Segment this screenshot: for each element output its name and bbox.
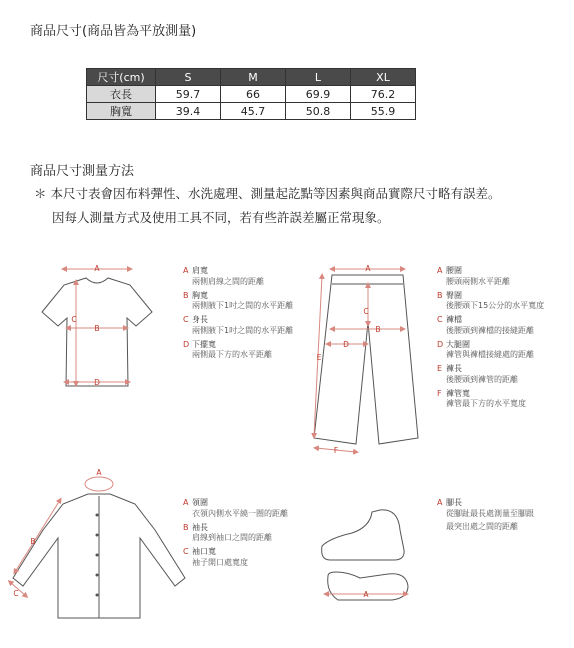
table-header-cell: L	[286, 69, 351, 86]
foot-legend: A 腳長 從腳趾最長處測量至腳跟 最突出處之間的距離	[437, 498, 534, 531]
shirt-legend: A 領圍 衣領內側水平繞一圈的距離 B 袖長 肩線到袖口之間的距離 C 袖口寬 袖子開口處寬度	[183, 498, 288, 567]
tshirt-legend: A 肩寬 兩側肩線之間的距離 B 胸寬 兩側腋下1吋之間的水平距離 C 身長 兩側腋下1吋之間的水平距離 D 下擺寬 兩側最下方的水平距離	[183, 266, 294, 359]
diagram-label: B	[375, 325, 381, 334]
pants-legend: A 腰圍 腰頭兩側水平距離 B 臀圍 後腰頭下15公分的水平寬度 C 褲檔 後腰頭到褲檔的接縫距離 D 大腿圍 褲管與褲檔接縫處的距離 E 褲長 後腰頭到褲管的距離 F 褲管寬 褲管最下方的水平寬度	[437, 266, 545, 408]
diagram-label: A	[94, 264, 100, 273]
table-header-cell: M	[221, 69, 286, 86]
diagram-label: C	[71, 315, 77, 324]
foot-side-outline	[322, 510, 404, 560]
diagram-label: B	[30, 537, 36, 546]
diagram-label: F	[333, 446, 339, 455]
table-header-cell: XL	[351, 69, 416, 86]
diagram-label: D	[94, 378, 100, 387]
table-cell: 45.7	[221, 103, 286, 120]
table-cell: 59.7	[156, 86, 221, 103]
diagram-label: C	[13, 589, 19, 598]
note-line: 因每人測量方式及使用工具不同，若有些許誤差屬正常現象。	[52, 210, 390, 225]
table-header-cell: S	[156, 69, 221, 86]
diagram-label: A	[363, 590, 369, 599]
table-cell: 69.9	[286, 86, 351, 103]
row-label: 衣長	[87, 86, 156, 103]
table-header-cell: 尺寸(cm)	[87, 69, 156, 86]
diagram-label: D	[343, 340, 349, 349]
table-cell: 76.2	[351, 86, 416, 103]
pants-outline	[314, 275, 418, 444]
table-cell: 55.9	[351, 103, 416, 120]
table-cell: 66	[221, 86, 286, 103]
method-title: 商品尺寸測量方法	[30, 164, 135, 179]
row-label: 胸寬	[87, 103, 156, 120]
diagram-label: C	[363, 307, 369, 316]
table-cell: 50.8	[286, 103, 351, 120]
page-title: 商品尺寸(商品皆為平放測量)	[30, 24, 197, 39]
diagram-label: B	[94, 324, 100, 333]
note-line: ＊ 本尺寸表會因布料彈性、水洗處理、測量起訖點等因素與商品實際尺寸略有誤差。	[34, 186, 501, 201]
diagram-label: A	[96, 468, 102, 477]
diagram-label: E	[316, 353, 322, 362]
diagram-label: A	[365, 264, 371, 273]
table-cell: 39.4	[156, 103, 221, 120]
